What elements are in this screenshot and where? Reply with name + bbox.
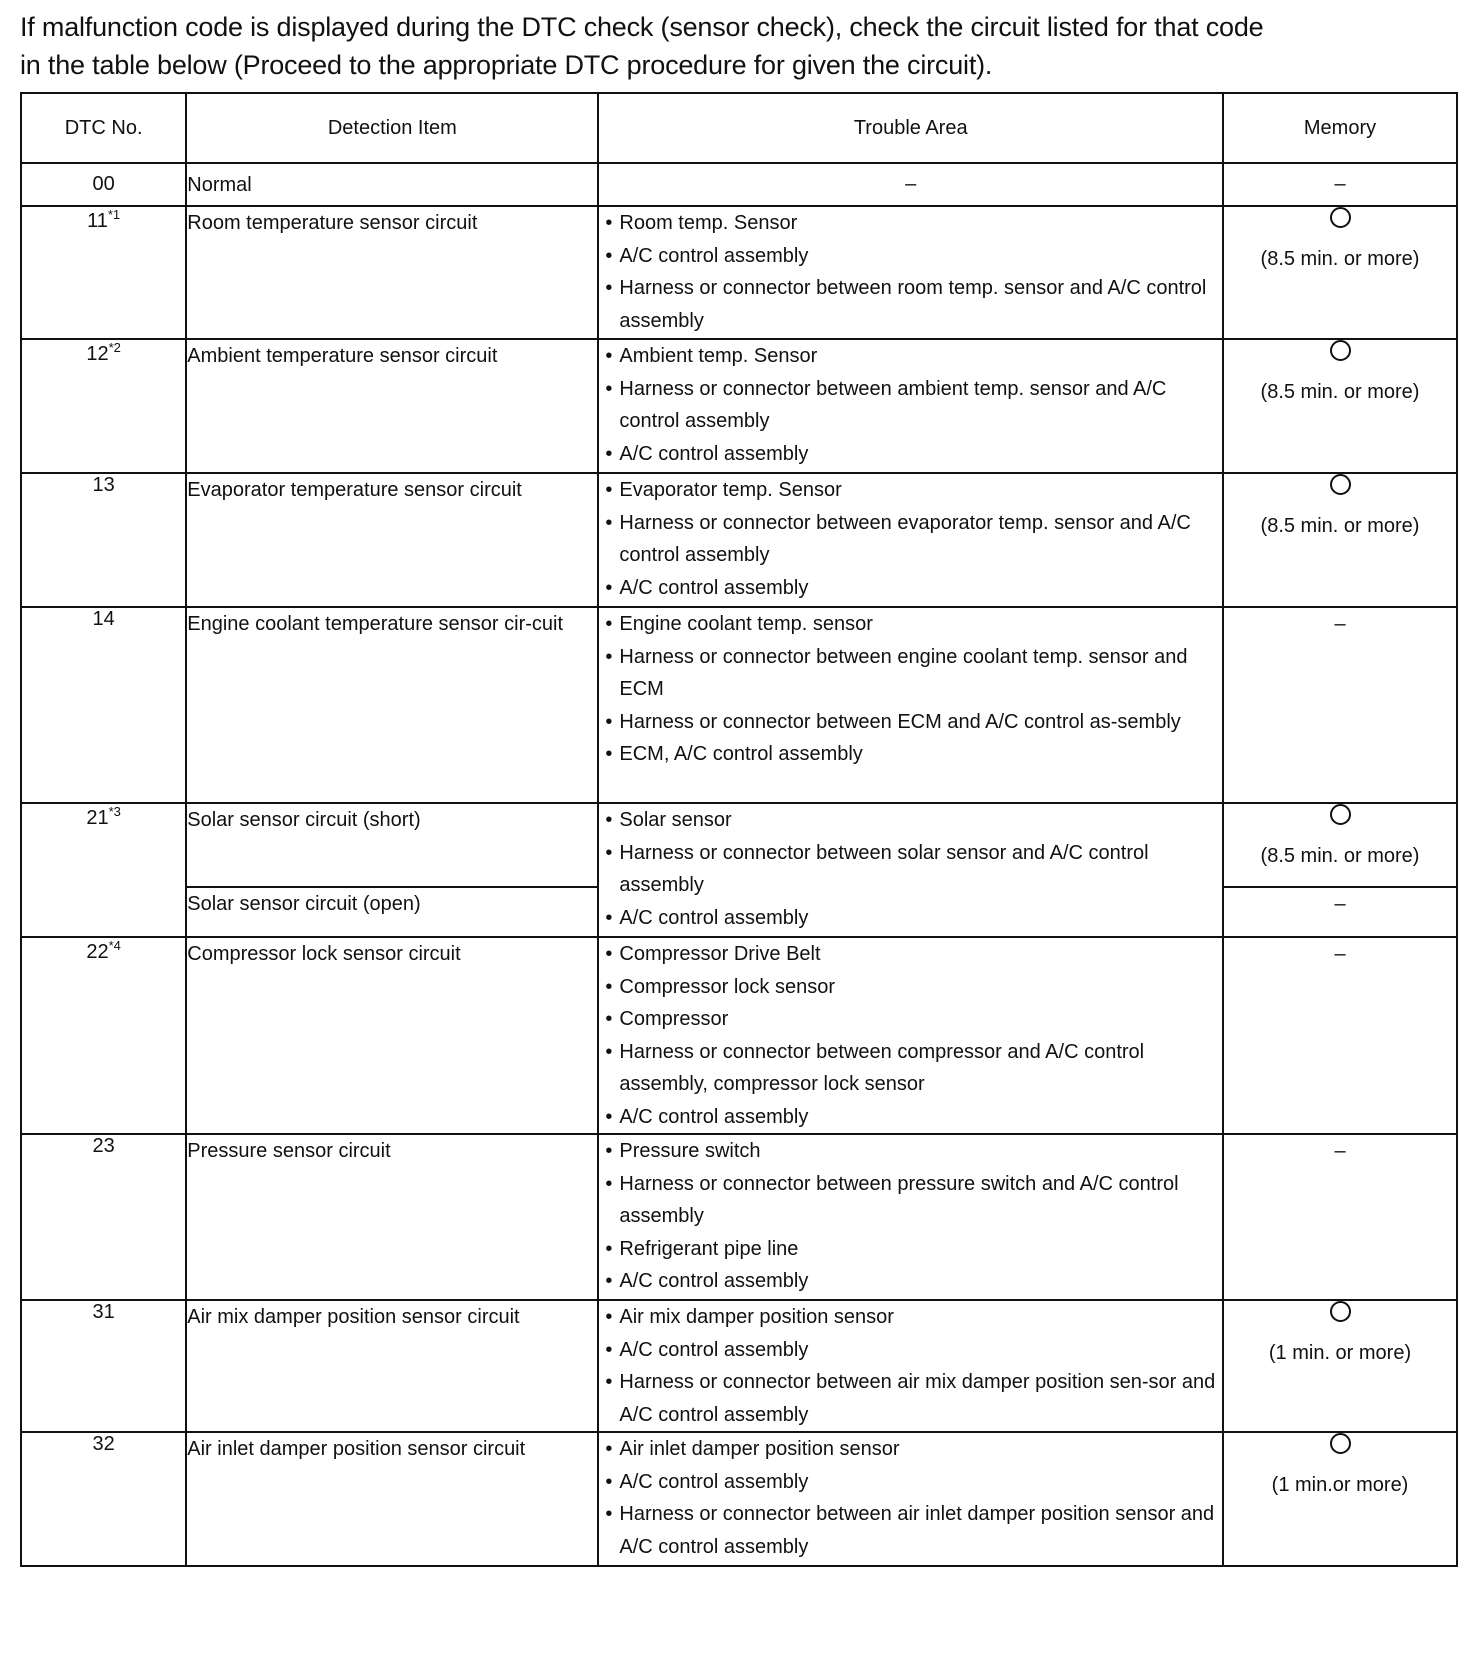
trouble-area-list [599,474,1222,604]
dtc-code: 31 [92,1301,115,1323]
trouble-area-list [599,1135,1222,1298]
dtc-code-cell [21,473,186,607]
list-item: • A/C control assembly [599,1101,1222,1134]
table-header-row [21,93,1457,163]
trouble-area [598,803,1223,937]
list-item: • Air mix damper position sensor [599,1301,1222,1334]
dtc-table [20,92,1458,1567]
list-item: • A/C control assembly [599,902,1222,935]
detection-item: Compressor lock sensor circuit [186,937,598,1134]
dtc-code: 00 [92,173,115,195]
dtc-code: 11 [87,210,108,232]
trouble-area [598,1134,1223,1300]
list-item: • Harness or connector between air inlet damper position sensor and A/C control assembly [599,1498,1222,1563]
list-item: • Harness or connector between compressor and A/C control assembly, compressor lock sensor [599,1036,1222,1101]
trouble-area-list [599,608,1222,771]
memory-value: – [1223,937,1457,1134]
table-row [21,1134,1457,1300]
trouble-area [598,937,1223,1134]
memory-cell [1223,473,1457,607]
dtc-code-cell [21,163,186,206]
memory-cell [1223,339,1457,473]
intro-line-1: If malfunction code is displayed during the DTC check (sensor check), check the circuit listed for that code [20,12,1264,42]
header-dtc-no: DTC No. [21,93,186,163]
detection-item: Air inlet damper position sensor circuit [186,1432,598,1566]
dtc-code: 13 [92,474,115,496]
header-memory: Memory [1223,93,1457,163]
list-item: • Ambient temp. Sensor [599,340,1222,373]
trouble-area-empty: – [598,163,1223,206]
intro-line-2: in the table below (Proceed to the appropriate DTC procedure for given the circuit). [20,50,993,80]
table-row [21,206,1457,339]
memory-cell [1223,206,1457,339]
memory-cell [1223,1432,1457,1566]
table-row [21,937,1457,1134]
dtc-code: 32 [92,1433,115,1455]
trouble-area [598,1300,1223,1432]
dtc-code: 23 [92,1135,115,1157]
list-item: • Compressor [599,1003,1222,1036]
dtc-code-cell [21,803,186,937]
table-row [21,803,1457,887]
trouble-area-list [599,938,1222,1133]
list-item: • A/C control assembly [599,438,1222,471]
memory-cell [1223,803,1457,887]
trouble-area [598,206,1223,339]
table-row [21,473,1457,607]
memory-value: (8.5 min. or more) [1260,845,1420,867]
memory-value: (8.5 min. or more) [1260,381,1420,403]
detection-item: Evaporator temperature sensor circuit [186,473,598,607]
list-item: • Harness or connector between solar sensor and A/C control assembly [599,837,1222,902]
trouble-area [598,607,1223,803]
list-item: • Harness or connector between evaporator temp. sensor and A/C control assembly [599,507,1222,572]
memory-value: – [1223,163,1457,206]
detection-item: Room temperature sensor circuit [186,206,598,339]
circle-icon [1330,1433,1351,1454]
dtc-code: 21 [86,807,109,829]
detection-item: Engine coolant temperature sensor cir-cuit [186,607,598,803]
detection-item-open: Solar sensor circuit (open) [186,887,598,937]
list-item: • Compressor lock sensor [599,971,1222,1004]
dtc-code: 22 [86,941,109,963]
dtc-code-cell [21,206,186,339]
list-item: • Harness or connector between air mix damper position sen-sor and A/C control assembly [599,1366,1222,1431]
list-item: • Harness or connector between engine coolant temp. sensor and ECM [599,641,1222,706]
list-item: • Evaporator temp. Sensor [599,474,1222,507]
trouble-area-list [599,804,1222,934]
detection-item-short: Solar sensor circuit (short) [186,803,598,887]
circle-icon [1330,1301,1351,1322]
header-trouble-area: Trouble Area [598,93,1223,163]
header-detection-item: Detection Item [186,93,598,163]
dtc-code-cell [21,937,186,1134]
footnote-marker: *1 [107,207,121,222]
circle-icon [1330,340,1351,361]
memory-cell [1223,1300,1457,1432]
footnote-marker: *3 [108,804,121,819]
list-item: • Harness or connector between pressure switch and A/C control assembly [599,1168,1222,1233]
table-row [21,1300,1457,1432]
trouble-area-list [599,207,1222,337]
list-item: • Compressor Drive Belt [599,938,1222,971]
list-item: • Harness or connector between room temp. sensor and A/C control assembly [599,272,1222,337]
list-item: • A/C control assembly [599,1466,1222,1499]
list-item: • A/C control assembly [599,240,1222,273]
footnote-marker: *4 [108,938,121,953]
table-row [21,163,1457,206]
dtc-code: 12 [86,343,109,365]
list-item: • A/C control assembly [599,572,1222,605]
dtc-code-cell [21,1432,186,1566]
circle-icon [1330,207,1351,228]
memory-value: – [1223,887,1457,937]
dtc-code-cell [21,1300,186,1432]
memory-value: (8.5 min. or more) [1260,515,1420,537]
list-item: • Refrigerant pipe line [599,1233,1222,1266]
memory-value: – [1223,1134,1457,1300]
memory-value: (1 min.or more) [1271,1474,1409,1496]
list-item: • A/C control assembly [599,1265,1222,1298]
table-row [21,339,1457,473]
trouble-area-list [599,1301,1222,1431]
circle-icon [1330,804,1351,825]
list-item: • Pressure switch [599,1135,1222,1168]
intro-text [20,8,1460,84]
detection-item: Air mix damper position sensor circuit [186,1300,598,1432]
trouble-area [598,339,1223,473]
dtc-code-cell [21,339,186,473]
list-item: • ECM, A/C control assembly [599,738,1222,771]
list-item: • Harness or connector between ambient temp. sensor and A/C control assembly [599,373,1222,438]
list-item: • Engine coolant temp. sensor [599,608,1222,641]
list-item: • Room temp. Sensor [599,207,1222,240]
memory-value: (8.5 min. or more) [1260,248,1420,270]
detection-item: Pressure sensor circuit [186,1134,598,1300]
table-row [21,1432,1457,1566]
trouble-area [598,473,1223,607]
trouble-area [598,1432,1223,1566]
list-item: • Air inlet damper position sensor [599,1433,1222,1466]
dtc-code-cell [21,1134,186,1300]
list-item: • A/C control assembly [599,1334,1222,1367]
trouble-area-list [599,340,1222,470]
list-item: • Solar sensor [599,804,1222,837]
dtc-code-cell [21,607,186,803]
trouble-area-list [599,1433,1222,1563]
detection-item: Ambient temperature sensor circuit [186,339,598,473]
circle-icon [1330,474,1351,495]
detection-item: Normal [186,163,598,206]
list-item: • Harness or connector between ECM and A/C control as-sembly [599,706,1222,739]
memory-value: (1 min. or more) [1268,1342,1412,1364]
footnote-marker: *2 [108,340,121,355]
memory-value: – [1223,607,1457,803]
dtc-code: 14 [92,608,115,630]
table-row [21,607,1457,803]
